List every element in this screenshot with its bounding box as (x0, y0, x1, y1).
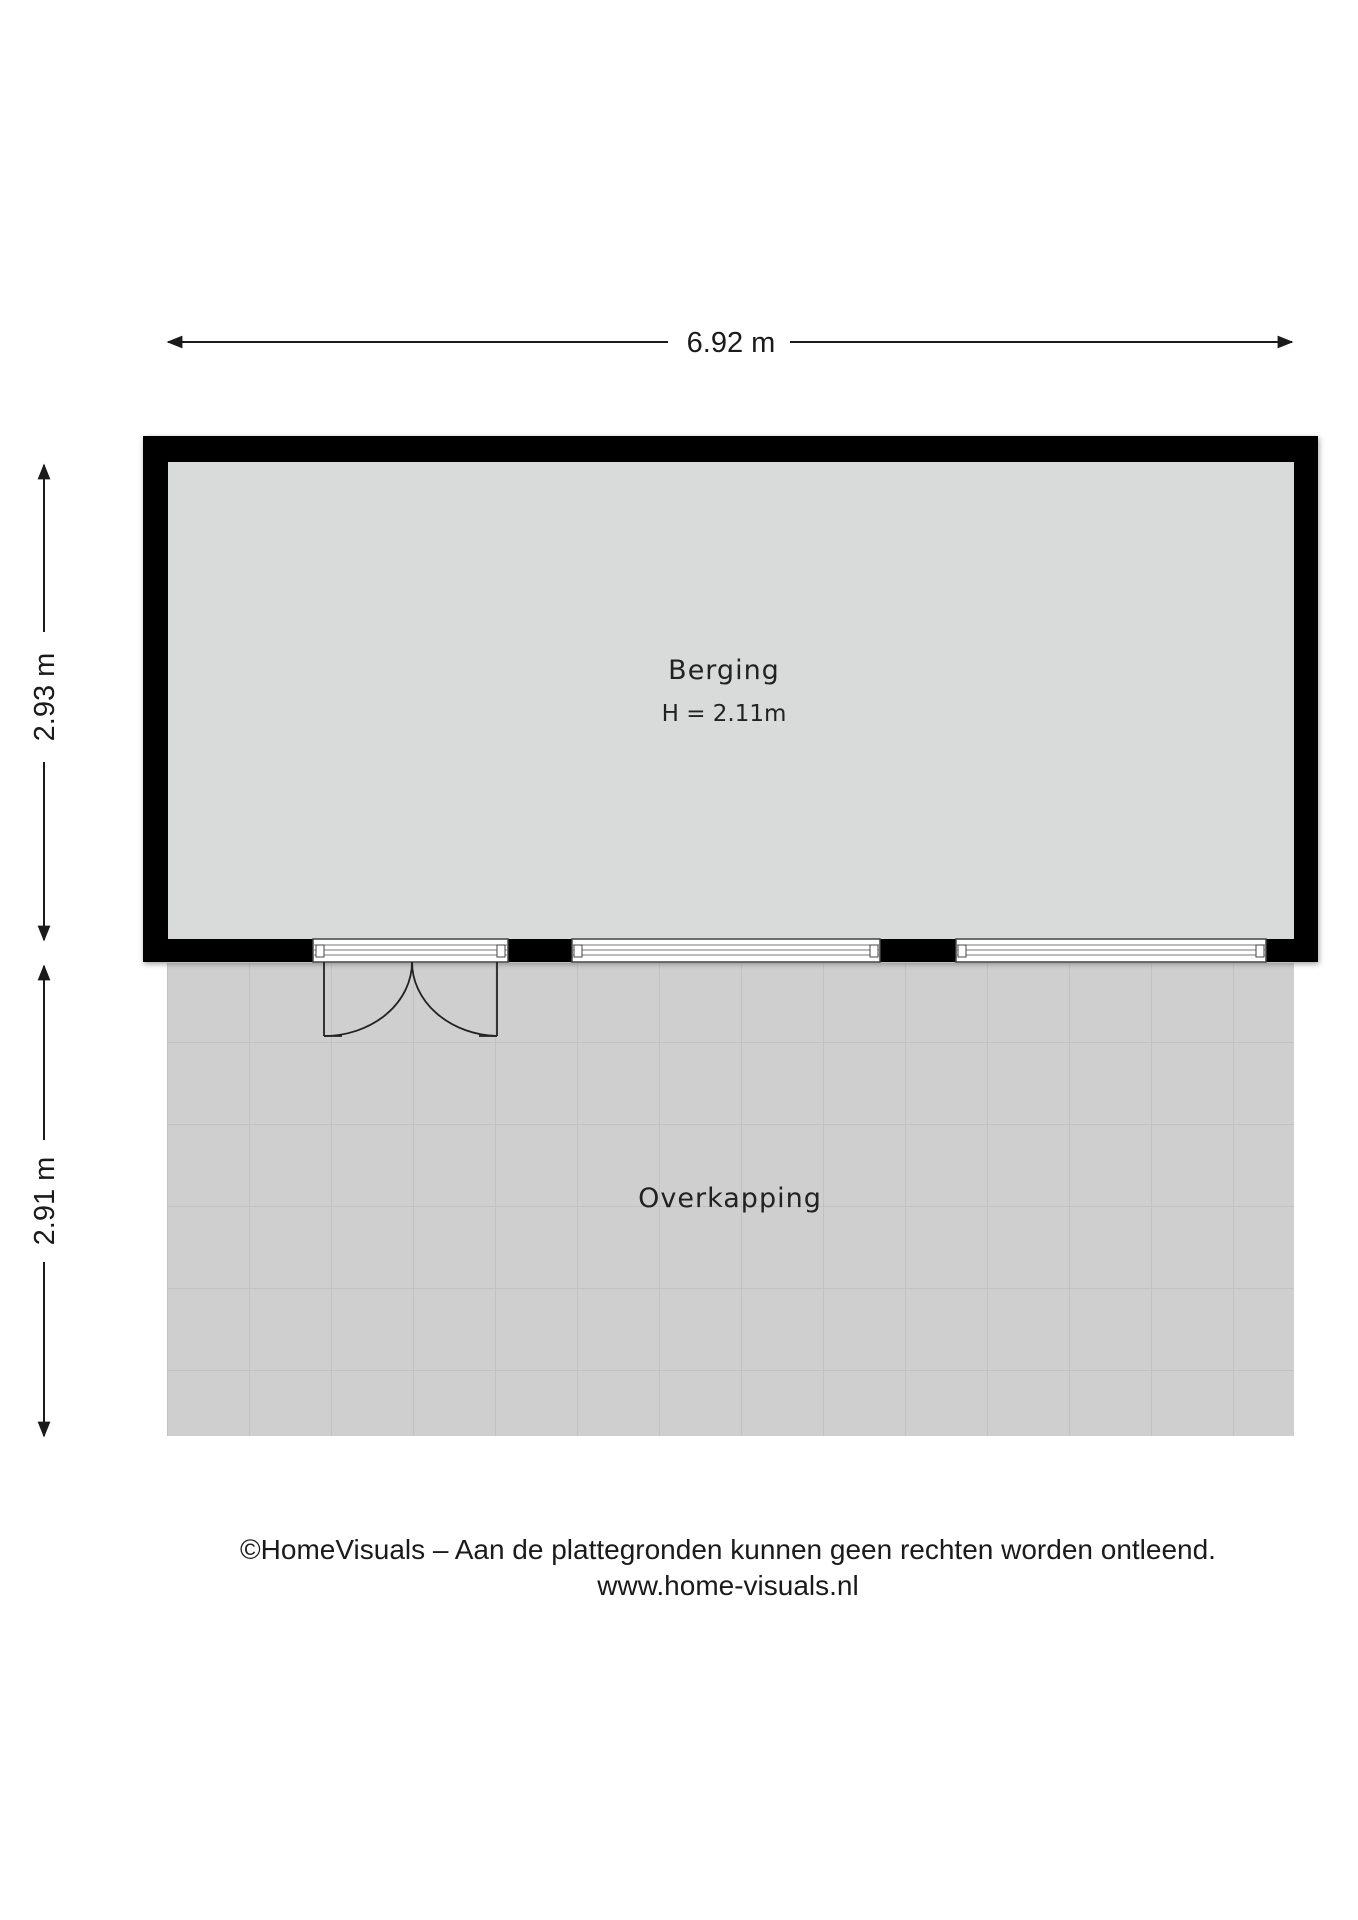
room-height-berging: H = 2.11m (661, 701, 787, 727)
height-dimension-terrace (29, 966, 61, 1436)
window-left (572, 939, 880, 962)
width-label: 6.92 m (686, 327, 776, 359)
website-link[interactable]: www.home-visuals.nl (597, 1570, 859, 1601)
height-label-storage: 2.93 m (29, 652, 61, 742)
height-dimension-storage (29, 465, 61, 940)
copyright-disclaimer: ©HomeVisuals – Aan de plattegronden kunnen geen rechten worden ontleend. (240, 1534, 1216, 1565)
window-right (956, 939, 1266, 962)
room-name-berging: Berging (668, 655, 780, 686)
height-label-terrace: 2.91 m (29, 1156, 61, 1246)
room-name-overkapping: Overkapping (638, 1183, 822, 1214)
width-dimension (168, 327, 1292, 359)
